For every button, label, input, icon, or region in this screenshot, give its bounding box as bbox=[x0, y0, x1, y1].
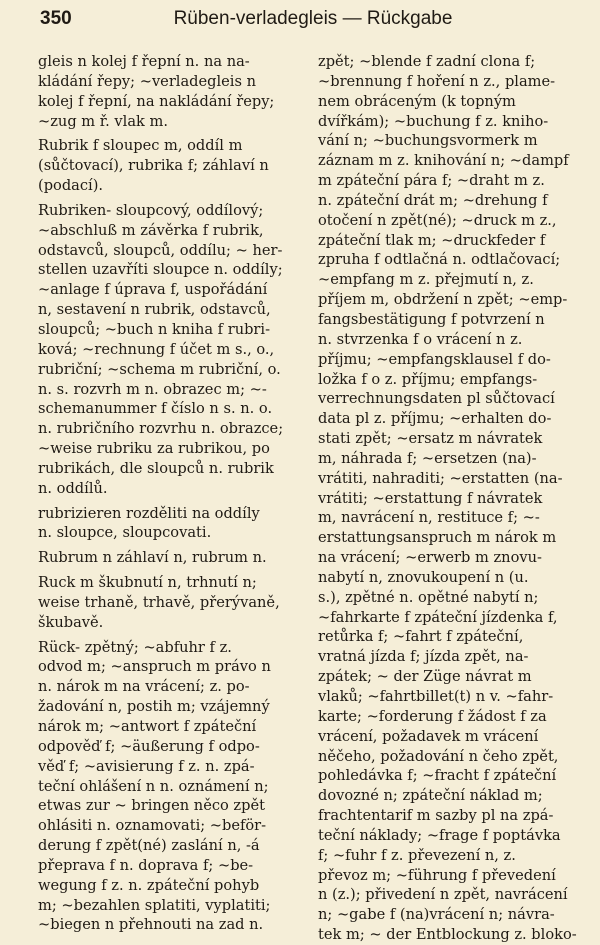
text-line: gleis n kolej f řepní n. na na- bbox=[38, 53, 250, 70]
text-line: přeprava f n. doprava f; ~be- bbox=[38, 856, 254, 874]
text-line: n. s. rozvrh m n. obrazec m; ~- bbox=[38, 380, 267, 398]
text-line: n. zpáteční drát m; ~drehung f bbox=[318, 191, 548, 209]
text-line: n. stvrzenka f o vrácení n z. bbox=[318, 330, 523, 348]
text-line: f; ~fuhr f z. převezení n, z. bbox=[318, 846, 516, 864]
text-line: stellen uzavříti sloupce n. oddíly; bbox=[38, 261, 283, 279]
text-line: dvířkám); ~buchung f z. kniho- bbox=[318, 112, 549, 130]
text-line: dovozné n; zpáteční náklad m; bbox=[318, 787, 543, 805]
text-line: nem obráceným (k topným bbox=[318, 92, 516, 110]
text-line: verrechnungsdaten pl sůčtovací bbox=[318, 390, 555, 408]
text-line: na vrácení; ~erwerb m znovu- bbox=[318, 549, 542, 567]
text-line: wegung f z. n. zpáteční pohyb bbox=[38, 876, 260, 894]
text-line: příjem m, obdržení n zpět; ~emp- bbox=[318, 291, 568, 309]
text-line: n. sloupce, sloupcovati. bbox=[38, 524, 212, 542]
text-line: ~empfang m z. přejmutí n, z. bbox=[318, 271, 534, 289]
text-line: (sůčtovací), rubrika f; záhlaví n bbox=[38, 157, 269, 175]
text-line: kolej f řepní, na nakládání řepy; bbox=[38, 92, 275, 110]
text-line: ~anlage f úprava f, uspořádání bbox=[38, 281, 268, 299]
text-line: ková; ~rechnung f účet m s., o., bbox=[38, 340, 275, 358]
text-line: schemanummer f číslo n s. n. o. bbox=[38, 400, 273, 418]
text-line: teční náklady; ~frage f poptávka bbox=[318, 826, 561, 844]
text-line: kládání řepy; ~verladegleis n bbox=[38, 72, 256, 90]
text-line: ~fahrkarte f zpáteční jízdenka f, bbox=[318, 608, 558, 626]
text-line: rubrikách, dle sloupců n. rubrik bbox=[38, 459, 274, 477]
text-line: ~abschluß m závěrka f rubrik, bbox=[38, 221, 264, 239]
text-line: m zpáteční pára f; ~draht m z. bbox=[318, 172, 545, 190]
text-line: n (z.); přivedení n zpět, navrácení bbox=[318, 886, 568, 904]
page-number: 350 bbox=[40, 8, 72, 29]
left-column bbox=[38, 52, 304, 934]
text-line: n. nárok m na vrácení; z. po- bbox=[38, 678, 250, 696]
text-line: odstavců, sloupců, oddílu; ~ her- bbox=[38, 241, 283, 259]
text-line: Rubrum n záhlaví n, rubrum n. bbox=[38, 549, 267, 567]
text-line: otočení n zpět(né); ~druck m z., bbox=[318, 211, 557, 229]
text-line: s.), zpětné n. opětné nabytí n; bbox=[318, 588, 539, 606]
text-line: weise trhaně, trhavě, přerývaně, bbox=[38, 593, 280, 611]
text-line: vrátiti; ~erstattung f návratek bbox=[318, 489, 543, 507]
text-line: nárok m; ~antwort f zpáteční bbox=[38, 718, 257, 735]
text-line: věď f; ~avisierung f z. n. zpá- bbox=[38, 757, 255, 775]
text-line: etwas zur ~ bringen něco zpět bbox=[38, 797, 265, 815]
text-line: ~weise rubriku za rubrikou, po bbox=[38, 440, 270, 458]
text-line: erstattungsanspruch m nárok m bbox=[318, 529, 557, 547]
text-line: fangsbestätigung f potvrzení n bbox=[318, 310, 545, 328]
text-line: vrácení, požadavek m vrácení bbox=[318, 727, 539, 745]
text-line: vratná jízda f; jízda zpět, na- bbox=[318, 648, 529, 666]
text-line: Rubriken- sloupcový, oddílový; bbox=[38, 201, 264, 219]
text-line: Rück- zpětný; ~abfuhr f z. bbox=[38, 638, 232, 656]
running-head: Rüben-verladegleis — Rückgabe bbox=[173, 8, 453, 29]
text-line: zpátek; ~ der Züge návrat m bbox=[318, 668, 532, 686]
text-line: retůrka f; ~fahrt f zpáteční, bbox=[318, 628, 524, 646]
text-line: Ruck m škubnutí n, trhnutí n; bbox=[38, 574, 257, 592]
text-line: m, navrácení n, restituce f; ~- bbox=[318, 509, 540, 527]
text-line: příjmu; ~empfangsklausel f do- bbox=[318, 350, 551, 368]
text-line: n; ~gabe f (na)vrácení n; návra- bbox=[318, 906, 555, 924]
right-column bbox=[318, 52, 590, 944]
page-header bbox=[40, 8, 586, 34]
text-line: škubavě. bbox=[38, 613, 104, 631]
text-line: ložka f o z. příjmu; empfangs- bbox=[318, 370, 538, 388]
text-line: m; ~bezahlen splatiti, vyplatiti; bbox=[38, 896, 271, 914]
text-line: data pl z. příjmu; ~erhalten do- bbox=[318, 410, 552, 428]
text-line: m, náhrada f; ~ersetzen (na)- bbox=[318, 449, 537, 467]
text-line: odpověď f; ~äußerung f odpo- bbox=[38, 737, 260, 755]
text-line: něčeho, požadování n čeho zpět, bbox=[318, 747, 559, 765]
text-line: vrátiti, nahraditi; ~erstatten (na- bbox=[318, 469, 563, 487]
text-line: převoz m; ~führung f převedení bbox=[318, 866, 556, 884]
text-line: Rubrik f sloupec m, oddíl m bbox=[38, 137, 243, 155]
text-line: n, sestavení n rubrik, odstavců, bbox=[38, 301, 271, 319]
text-line: vlaků; ~fahrtbillet(t) n v. ~fahr- bbox=[318, 688, 554, 705]
text-line: ~zug m ř. vlak m. bbox=[38, 112, 168, 130]
text-line: teční ohlášení n n. oznámení n; bbox=[38, 777, 269, 795]
text-line: žadování n, postih m; vzájemný bbox=[38, 698, 270, 716]
text-line: pohledávka f; ~fracht f zpáteční bbox=[318, 767, 557, 785]
text-line: zpruha f odtlačná n. odtlačovací; bbox=[318, 251, 561, 269]
text-line: tek m; ~ der Entblockung z. bloko- bbox=[318, 926, 577, 944]
text-line: frachtentarif m sazby pl na zpá- bbox=[318, 807, 554, 825]
text-line: rubriční; ~schema m rubriční, o. bbox=[38, 360, 281, 378]
text-line: rubrizieren rozděliti na oddíly bbox=[38, 504, 260, 522]
text-line: sloupců; ~buch n kniha f rubri- bbox=[38, 320, 271, 338]
text-line: derung f zpět(né) zaslání n, -á bbox=[38, 837, 260, 855]
text-line: ohlásiti n. oznamovati; ~beför- bbox=[38, 817, 267, 835]
text-line: záznam m z. knihování n; ~dampf bbox=[318, 152, 569, 170]
text-line: (podací). bbox=[38, 177, 104, 195]
text-line: ~biegen n přehnouti na zad n. bbox=[38, 916, 264, 934]
text-line: nabytí n, znovukoupení n (u. bbox=[318, 568, 529, 586]
text-line: n. oddílů. bbox=[38, 479, 108, 497]
text-line: n. rubričního rozvrhu n. obrazce; bbox=[38, 420, 284, 438]
text-line: zpáteční tlak m; ~druckfeder f bbox=[318, 231, 546, 249]
text-line: karte; ~forderung f žádost f za bbox=[318, 707, 547, 725]
text-line: vání n; ~buchungsvormerk m bbox=[318, 132, 538, 150]
text-line: odvod m; ~anspruch m právo n bbox=[38, 658, 271, 676]
text-line: zpět; ~blende f zadní clona f; bbox=[318, 53, 536, 70]
text-line: stati zpět; ~ersatz m návratek bbox=[318, 430, 543, 448]
text-line: ~brennung f hoření n z., plame- bbox=[318, 72, 556, 90]
